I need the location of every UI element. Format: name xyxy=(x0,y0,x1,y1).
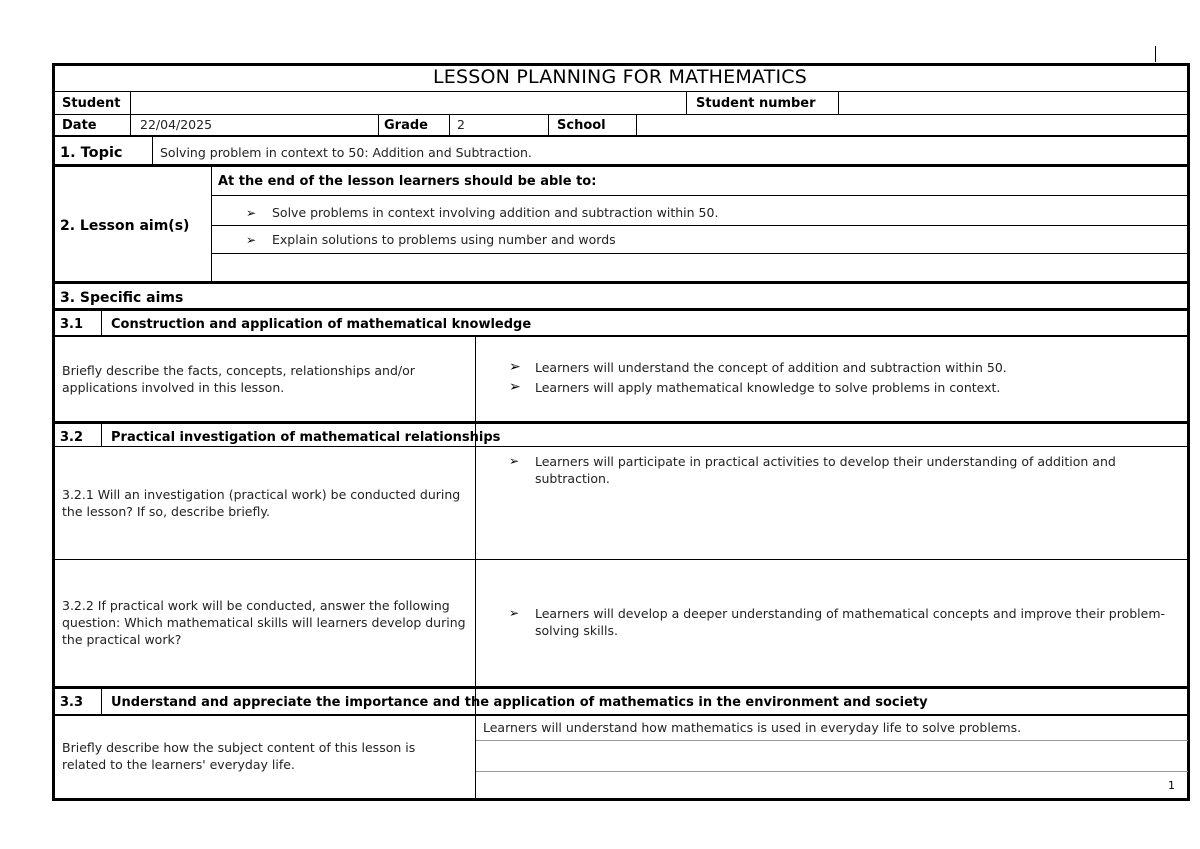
section-3-1-prompt: Briefly describe the facts, concepts, relationships and/or applications involved in this lesson. xyxy=(62,363,415,395)
section-3-3-heading: Understand and appreciate the importance and the application of mathematics in the environment and society xyxy=(111,695,928,710)
section-3-1-heading: Construction and application of mathematical knowledge xyxy=(111,317,532,332)
question-3-2-1-answer[interactable]: Learners will participate in practical activities to develop their understanding of addition and subtraction. xyxy=(535,454,1116,486)
grade-field[interactable]: 2 xyxy=(457,117,465,132)
school-label: School xyxy=(557,118,606,133)
lesson-aim-item[interactable]: Solve problems in context involving addition and subtraction within 50. xyxy=(272,205,719,220)
date-field[interactable]: 22/04/2025 xyxy=(140,117,213,132)
bullet-arrow-icon: ➢ xyxy=(509,359,521,375)
page-title: LESSON PLANNING FOR MATHEMATICS xyxy=(433,66,807,88)
question-3-2-2-answer[interactable]: Learners will develop a deeper understanding of mathematical concepts and improve their problem-solving skills. xyxy=(535,606,1166,638)
section-3-2-heading: Practical investigation of mathematical relationships xyxy=(111,430,501,445)
section-3-1-answer[interactable]: Learners will apply mathematical knowledge to solve problems in context. xyxy=(535,380,1001,395)
school-field[interactable] xyxy=(642,119,1182,135)
lesson-aims-label: 2. Lesson aim(s) xyxy=(60,218,190,234)
section-3-3-prompt: Briefly describe how the subject content of this lesson is related to the learners' everyday life. xyxy=(62,740,416,772)
page-number: 1 xyxy=(1168,779,1175,792)
date-label: Date xyxy=(62,118,97,133)
bullet-arrow-icon: ➢ xyxy=(509,379,521,395)
question-3-2-2-prompt: 3.2.2 If practical work will be conducted, answer the following question: Which mathematical skills will learners develop during the practical work? xyxy=(62,598,466,647)
bullet-arrow-icon: ➢ xyxy=(509,454,520,468)
lesson-aims-intro: At the end of the lesson learners should be able to: xyxy=(218,174,597,189)
topic-value[interactable]: Solving problem in context to 50: Addition and Subtraction. xyxy=(160,145,532,160)
question-3-2-1-prompt: 3.2.1 Will an investigation (practical work) be conducted during the lesson? If so, describe briefly. xyxy=(62,487,461,519)
bullet-arrow-icon: ➢ xyxy=(246,206,257,220)
section-3-1-answer[interactable]: Learners will understand the concept of addition and subtraction within 50. xyxy=(535,360,1007,375)
lesson-aim-item[interactable]: Explain solutions to problems using number and words xyxy=(272,232,616,247)
section-3-1-number: 3.1 xyxy=(60,317,84,332)
student-field[interactable] xyxy=(136,97,681,113)
student-label: Student xyxy=(62,96,121,111)
corner-mark xyxy=(1155,46,1156,62)
section-3-2-number: 3.2 xyxy=(60,430,84,445)
topic-label: 1. Topic xyxy=(60,145,123,161)
specific-aims-label: 3. Specific aims xyxy=(60,290,184,306)
student-number-label: Student number xyxy=(696,96,816,111)
grade-label: Grade xyxy=(384,118,428,133)
section-3-3-answer[interactable]: Learners will understand how mathematics is used in everyday life to solve problems. xyxy=(483,720,1022,735)
section-3-3-number: 3.3 xyxy=(60,695,84,710)
bullet-arrow-icon: ➢ xyxy=(509,606,520,620)
student-number-field[interactable] xyxy=(846,97,1181,113)
bullet-arrow-icon: ➢ xyxy=(246,233,257,247)
